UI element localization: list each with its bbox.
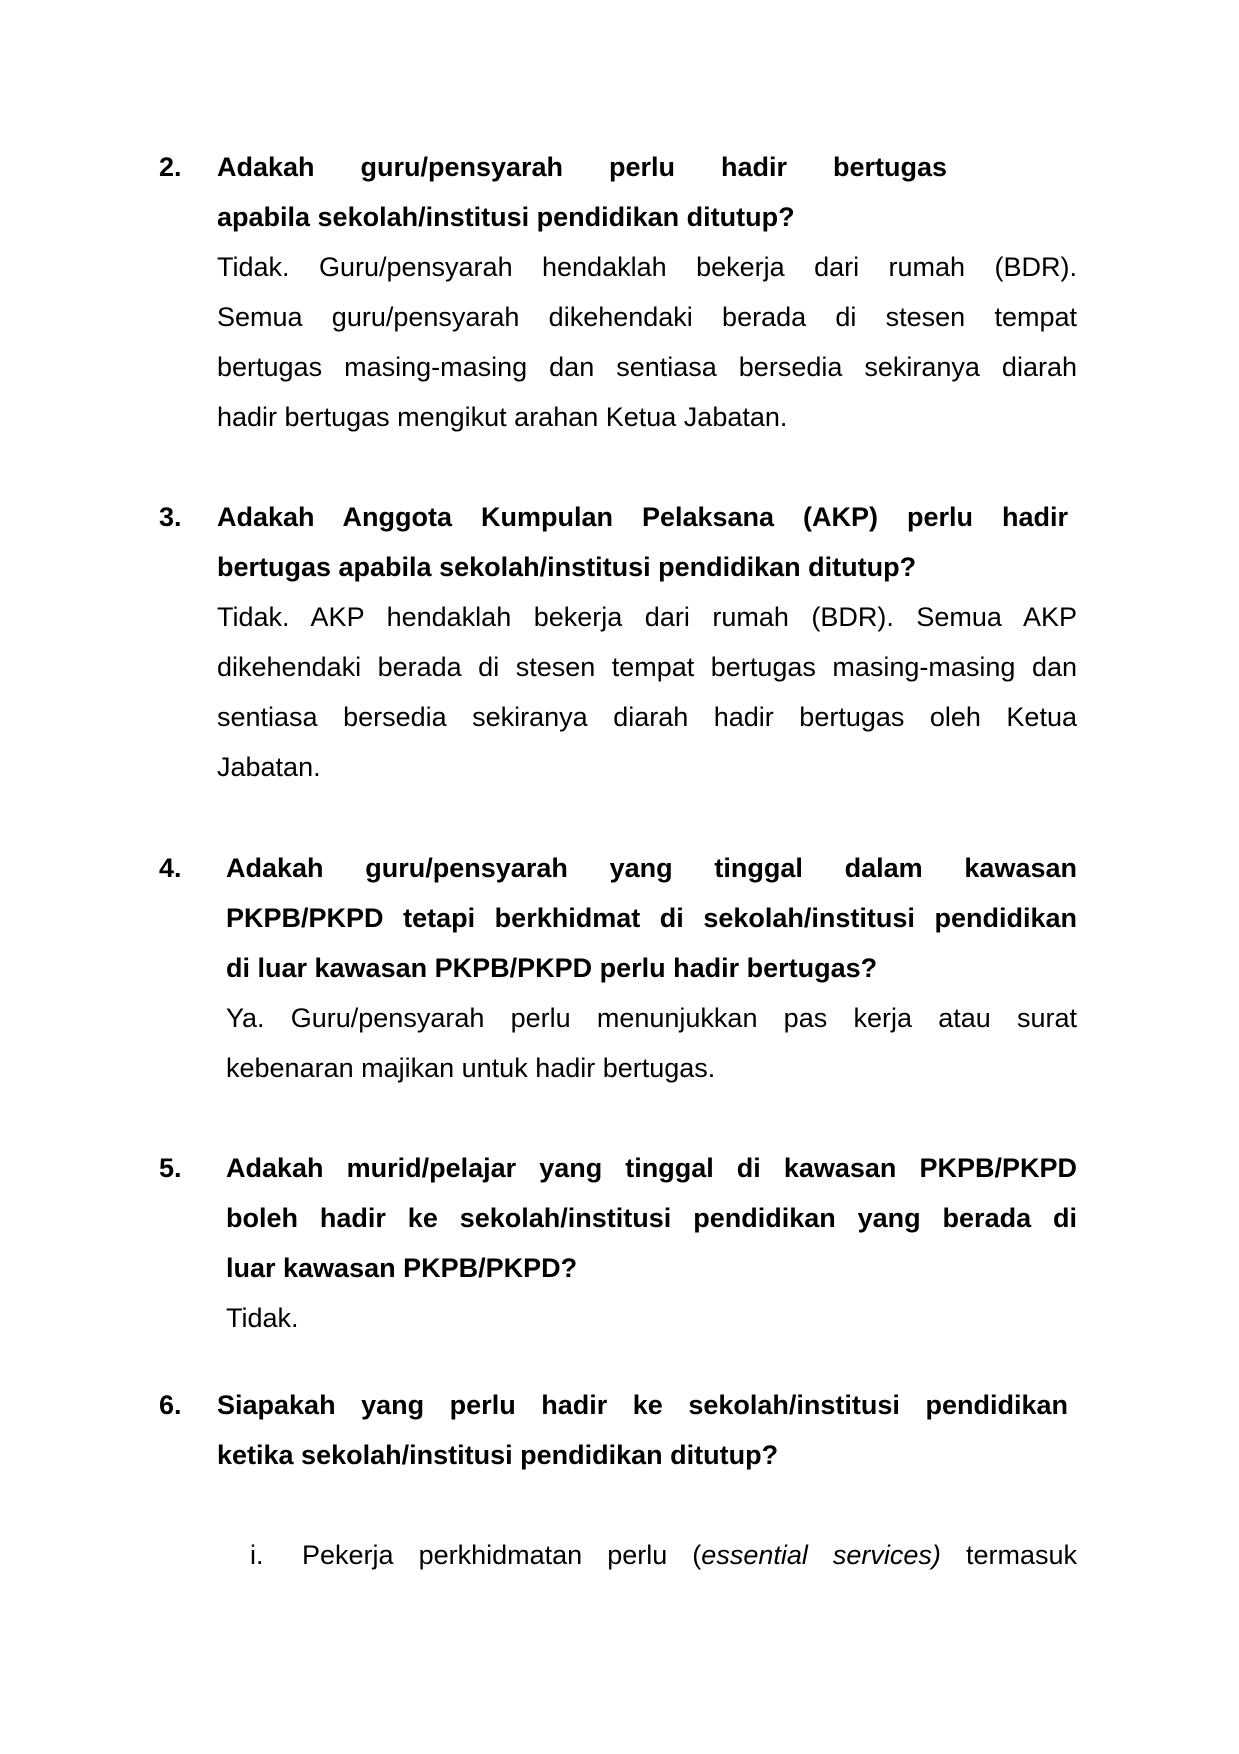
answer (217, 592, 1077, 792)
answer-line: Tidak. AKP hendaklah bekerja dari rumah (BDR). Semua AKP (217, 602, 1077, 632)
question-line: Adakah murid/pelajar yang tinggal di kawasan PKPB/PKPD (226, 1153, 1077, 1183)
item-body (217, 1380, 1068, 1480)
answer-line: hadir bertugas mengikut arahan Ketua Jabatan. (217, 402, 788, 432)
question-line: di luar kawasan PKPB/PKPD perlu hadir bertugas? (226, 953, 878, 983)
answer-body (217, 592, 1077, 792)
question-line: Adakah Anggota Kumpulan Pelaksana (AKP) perlu hadir (217, 502, 1068, 532)
answer-line: Jabatan. (217, 752, 321, 782)
question-line: Adakah guru/pensyarah perlu hadir bertugas (217, 152, 947, 182)
sub-item-text-before: Pekerja perkhidmatan perlu ( (302, 1540, 702, 1570)
answer-body (217, 242, 1077, 442)
answer-line: Semua guru/pensyarah dikehendaki berada di stesen tempat (217, 302, 1077, 332)
question (226, 843, 1077, 993)
answer (226, 993, 1077, 1093)
question-line: Adakah guru/pensyarah yang tinggal dalam kawasan (226, 853, 1077, 883)
question-line: PKPB/PKPD tetapi berkhidmat di sekolah/institusi pendidikan (226, 903, 1077, 933)
question-line: ketika sekolah/institusi pendidikan ditutup? (217, 1440, 779, 1470)
item-body (217, 142, 947, 242)
sub-item-numeral: i. (250, 1540, 264, 1570)
item-number: 4. (159, 853, 182, 883)
answer-line: sentiasa bersedia sekiranya diarah hadir bertugas oleh Ketua (217, 702, 1077, 732)
answer (217, 242, 1077, 442)
question-line: apabila sekolah/institusi pendidikan ditutup? (217, 202, 795, 232)
answer (226, 1293, 1077, 1343)
answer-line: Tidak. Guru/pensyarah hendaklah bekerja dari rumah (BDR). (217, 252, 1077, 282)
item-number: 3. (159, 502, 182, 532)
sub-item-text-after: termasuk (940, 1540, 1077, 1570)
question (217, 1380, 1068, 1480)
item-number: 6. (159, 1390, 182, 1420)
answer-line: Tidak. (226, 1303, 299, 1333)
question (226, 1143, 1077, 1293)
item-body (226, 1143, 1077, 1343)
item-number: 5. (159, 1153, 182, 1183)
question-line: Siapakah yang perlu hadir ke sekolah/institusi pendidikan (217, 1390, 1068, 1420)
question-line: boleh hadir ke sekolah/institusi pendidikan yang berada di (226, 1203, 1077, 1233)
sub-item-text (302, 1530, 1077, 1580)
answer-line: dikehendaki berada di stesen tempat bertugas masing-masing dan (217, 652, 1077, 682)
question (217, 492, 1068, 592)
question (217, 142, 947, 242)
answer-line: kebenaran majikan untuk hadir bertugas. (226, 1053, 716, 1083)
answer-line: bertugas masing-masing dan sentiasa bersedia sekiranya diarah (217, 352, 1077, 382)
question-line: luar kawasan PKPB/PKPD? (226, 1253, 578, 1283)
item-body (217, 492, 1068, 592)
question-line: bertugas apabila sekolah/institusi pendidikan ditutup? (217, 552, 917, 582)
item-body (226, 843, 1077, 1093)
answer-line: Ya. Guru/pensyarah perlu menunjukkan pas kerja atau surat (226, 1003, 1077, 1033)
sub-item-text-italic: essential services) (701, 1540, 941, 1570)
item-number: 2. (159, 152, 182, 182)
